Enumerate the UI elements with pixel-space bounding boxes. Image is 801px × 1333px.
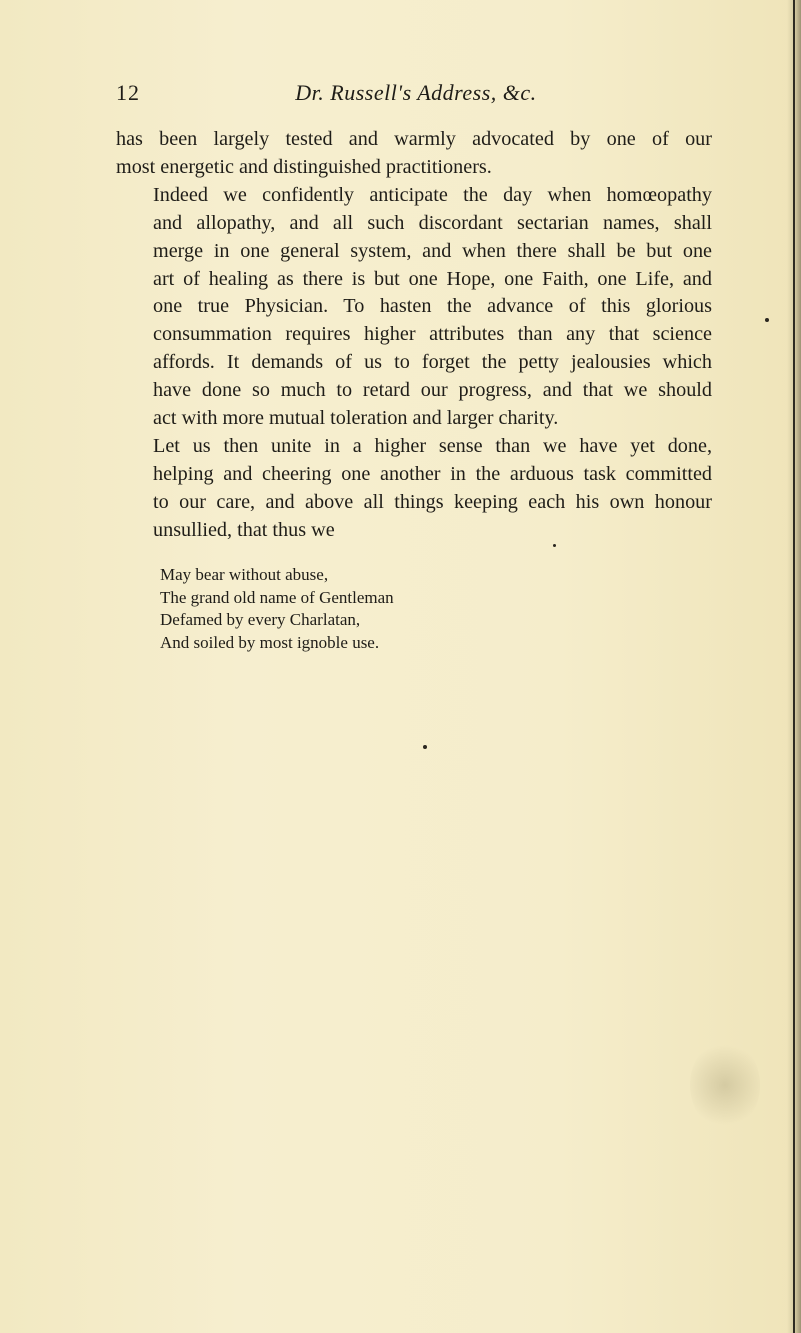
page-edge-line bbox=[793, 0, 795, 1333]
verse-line: Defamed by every Charlatan, bbox=[160, 610, 361, 629]
paragraph-2 bbox=[116, 182, 712, 433]
page-header bbox=[116, 80, 716, 110]
paper-speck bbox=[765, 318, 769, 322]
paper-stain bbox=[690, 1040, 760, 1130]
verse-quotation bbox=[160, 564, 580, 654]
text-line: merge in one general system, and when there shall be but one bbox=[153, 239, 712, 262]
text-line: Indeed we confidently anticipate the day when homœopathy bbox=[153, 183, 712, 206]
text-line: and allopathy, and all such discordant sectarian names, shall bbox=[153, 211, 712, 234]
text-line: most energetic and distinguished practitioners. bbox=[116, 155, 492, 178]
verse-line: And soiled by most ignoble use. bbox=[160, 632, 380, 652]
paper-speck bbox=[423, 745, 427, 749]
body-text bbox=[116, 126, 712, 545]
text-line: have done so much to retard our progress, and that we should bbox=[153, 379, 712, 402]
text-line: act with more mutual toleration and larger charity. bbox=[153, 407, 559, 430]
text-line: helping and cheering one another in the arduous task committed bbox=[153, 462, 712, 485]
text-line: one true Physician. To hasten the advance of this glorious bbox=[153, 295, 712, 318]
text-line: affords. It demands of us to forget the petty jealousies which bbox=[153, 351, 712, 374]
page-number: 12 bbox=[116, 80, 140, 105]
text-line: art of healing as there is but one Hope, one Faith, one Life, and bbox=[153, 267, 712, 290]
paper-speck bbox=[553, 544, 556, 547]
text-line: unsullied, that thus we bbox=[153, 518, 335, 541]
paragraph-3 bbox=[116, 433, 712, 545]
text-line: consummation requires higher attributes than any that science bbox=[153, 323, 712, 346]
text-line: to our care, and above all things keeping each his own honour bbox=[153, 490, 712, 513]
text-line: Let us then unite in a higher sense than we have yet done, bbox=[153, 434, 712, 457]
paragraph-1 bbox=[116, 126, 712, 182]
text-line: has been largely tested and warmly advocated by one of our bbox=[116, 128, 712, 150]
running-title: Dr. Russell's Address, &c. bbox=[295, 80, 537, 105]
verse-line: May bear without abuse, bbox=[160, 565, 329, 584]
verse-line: The grand old name of Gentleman bbox=[160, 587, 394, 607]
